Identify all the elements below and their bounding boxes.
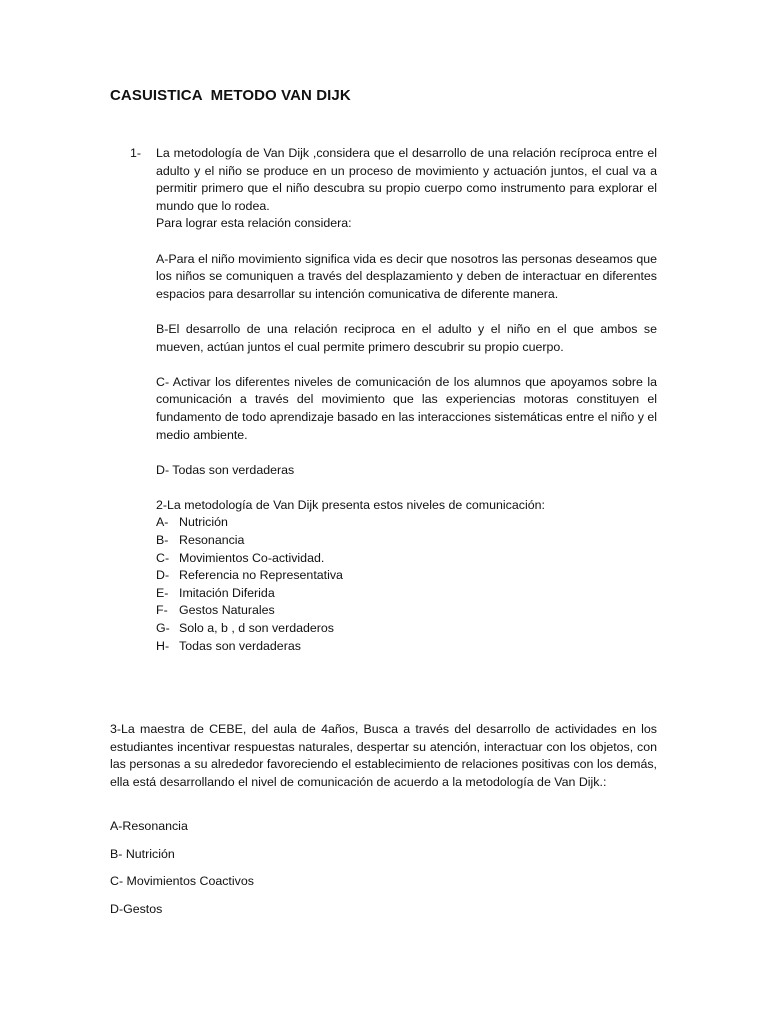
- option-letter: C-: [156, 550, 170, 565]
- question-3-option-c: C- Movimientos Coactivos: [110, 874, 254, 888]
- option-letter: A-: [156, 515, 169, 530]
- question-1-lead: Para lograr esta relación considera:: [156, 216, 352, 231]
- option-letter: E-: [156, 585, 169, 600]
- question-2-option: [156, 532, 657, 550]
- option-text: Resonancia: [179, 533, 245, 548]
- question-3-option-b: B- Nutrición: [110, 846, 175, 861]
- question-2-text: 2-La metodología de Van Dijk presenta estos niveles de comunicación:: [156, 497, 545, 512]
- option-letter: F-: [156, 603, 168, 618]
- option-letter: D-: [156, 568, 170, 583]
- question-2-option: [156, 602, 657, 620]
- question-2-option: [156, 620, 657, 638]
- question-3-option-d: D-Gestos: [110, 901, 163, 916]
- option-text: Gestos Naturales: [179, 603, 275, 618]
- question-3-text: 3-La maestra de CEBE, del aula de 4años, Busca a través del desarrollo de actividades en los estudiantes incentivar respuestas naturales, despertar su atención, interactuar con los objetos, con las personas a su alrededor favoreciendo el establecimiento de relaciones positivas con los demás, ella está desarrollando el nivel de comunicación de acuerdo a la metodología de Van Dijk.:: [110, 722, 657, 789]
- option-text: Imitación Diferida: [179, 585, 275, 600]
- option-text: Referencia no Representativa: [179, 568, 343, 583]
- option-text: Todas son verdaderas: [179, 638, 301, 653]
- question-3-option-a: A-Resonancia: [110, 819, 188, 833]
- question-1: [130, 145, 660, 655]
- question-2-options: [156, 514, 657, 655]
- question-2-option: [156, 638, 657, 656]
- question-1-body: [156, 145, 657, 655]
- question-1-option-a: A-Para el niño movimiento significa vida es decir que nosotros las personas deseamos que los niños se comuniquen a través del desplazamiento y deben de interactuar en diferentes espacios para desarrollar su intención comunicativa de diferente manera.: [156, 251, 657, 301]
- option-letter: B-: [156, 533, 169, 548]
- document-title: CASUISTICA METODO VAN DIJK: [110, 87, 351, 104]
- option-text: Solo a, b , d son verdaderos: [179, 621, 334, 636]
- option-letter: H-: [156, 638, 170, 653]
- question-1-number: 1-: [130, 146, 142, 160]
- question-1-text: La metodología de Van Dijk ,considera que el desarrollo de una relación recíproca entre el adulto y el niño se produce en un proceso de movimiento y actuación juntos, el cual va a permitir primero que el niño descubra su propio cuerpo como instrumento para explorar el mundo que lo rodea.: [156, 146, 657, 213]
- question-3-options: [110, 818, 254, 928]
- question-2-option: [156, 550, 657, 568]
- question-2-option: [156, 514, 657, 532]
- option-text: Nutrición: [179, 515, 228, 530]
- question-1-option-c: C- Activar los diferentes niveles de comunicación de los alumnos que apoyamos sobre la comunicación a través del movimiento que las experiencias motoras constituyen el fundamento de todo aprendizaje basado en las interacciones sistemáticas entre el niño y el medio ambiente.: [156, 374, 657, 442]
- option-text: Movimientos Co-actividad.: [179, 550, 325, 565]
- option-letter: G-: [156, 621, 170, 636]
- question-1-option-d: D- Todas son verdaderas: [156, 462, 295, 477]
- question-2-option: [156, 567, 657, 585]
- question-1-option-b: B-El desarrollo de una relación reciproca en el adulto y el niño en el que ambos se mueven, actúan juntos el cual permite primero descubrir su propio cuerpo.: [156, 321, 657, 354]
- question-2-option: [156, 585, 657, 603]
